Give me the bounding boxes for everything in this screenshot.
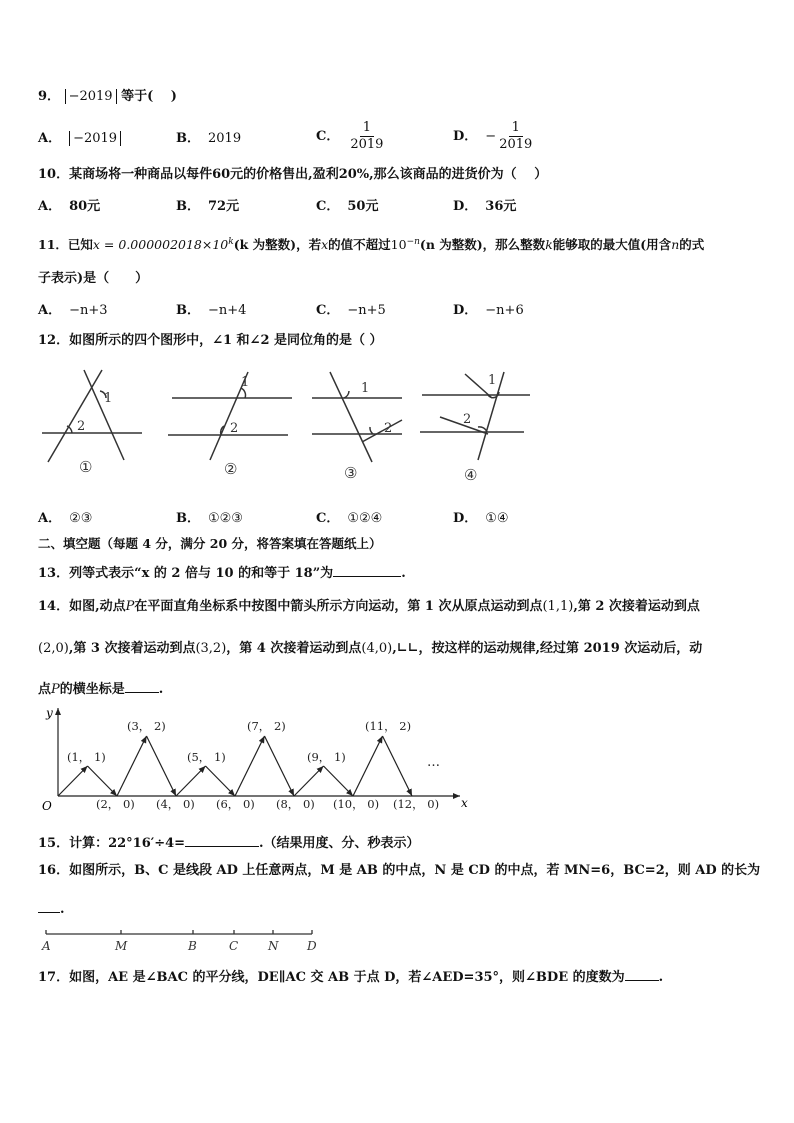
question-14-line2: (2,0),第 3 次接着运动到点(3,2)，第 4 次接着运动到点(4,0),∟∟，按这样的运动规律,经过第 2019 次运动后，动 — [38, 641, 703, 656]
q9-option-c: C． $\frac{1}{2019}$ — [316, 120, 386, 153]
y-axis-label: y — [46, 706, 53, 720]
fig1-angle1-label: 1 — [104, 391, 113, 406]
fig1-transversal-b — [84, 370, 124, 460]
question-11-line2: 子表示)是（ ） — [38, 271, 149, 286]
q10-option-c: C． 50元 — [316, 199, 379, 214]
point-m-label: M — [115, 939, 128, 953]
point-d-label: D — [307, 939, 317, 953]
answer-blank — [333, 562, 401, 577]
motion-arrow — [58, 766, 88, 796]
q9-option-a: A． −2019 — [38, 130, 121, 148]
figure-label-4: ④ — [464, 466, 478, 484]
question-9: 9． −2019 等于( ) — [38, 89, 177, 104]
coordinate-graph — [0, 700, 480, 818]
point-label: (5， 1) — [187, 750, 226, 764]
motion-arrow — [353, 736, 383, 796]
motion-arrow — [235, 736, 265, 796]
fig3-angle-arc — [344, 391, 349, 398]
section-heading: 二、填空题（每题 4 分，满分 20 分，将答案填在答题纸上） — [38, 536, 382, 551]
point-label: (10， 0) — [333, 797, 380, 811]
question-15: 15．计算：22°16′÷4= .（结果用度、分、秒表示） — [38, 832, 420, 853]
fraction: $\frac{1}{2019}$ — [499, 120, 533, 152]
origin-label: O — [42, 799, 52, 813]
question-14-line3: 点P的横坐标是 . — [38, 678, 163, 699]
point-label: (12， 0) — [393, 797, 440, 811]
motion-arrow — [265, 736, 295, 796]
angle-figures — [0, 360, 560, 490]
motion-arrow — [294, 766, 324, 796]
motion-arrow — [147, 736, 177, 796]
q11-option-c: C． −n+5 — [316, 303, 386, 318]
answer-blank — [38, 898, 60, 913]
q10-option-a: A． 80元 — [38, 199, 101, 214]
fig4-angle2-label: 2 — [463, 412, 472, 427]
point-n-label: N — [268, 939, 279, 953]
fig3-angle1-label: 1 — [361, 381, 370, 396]
fig1-angle2-label: 2 — [77, 419, 86, 434]
question-11: 11．已知$x = 0.000002018\times 10^k(k$ 为整数)，若x的值不超过$10^{-n}(n$ 为整数)，那么整数k能够取的最大值(用含n的式 — [38, 237, 705, 253]
fig3-angle2-label: 2 — [384, 421, 393, 436]
figure-label-2: ② — [224, 460, 238, 478]
q12-option-d: D． ①④ — [453, 511, 509, 526]
point-label: (1， 1) — [67, 750, 106, 764]
question-12: 12．如图所示的四个图形中，∠1 和∠2 是同位角的是（ ） — [38, 333, 383, 348]
point-label: (7， 2) — [247, 719, 286, 733]
x-axis-label: x — [461, 796, 468, 810]
question-16: 16．如图所示，B、C 是线段 AD 上任意两点，M 是 AB 的中点，N 是 CD 的中点，若 MN=6，BC=2，则 AD 的长为 — [38, 863, 761, 878]
q12-option-b: B． ①②③ — [176, 511, 243, 526]
figure-label-1: ① — [79, 458, 93, 476]
path-arrows — [58, 736, 412, 796]
fig3-angle-arc — [370, 427, 373, 434]
q9-option-d: D． − $\frac{1}{2019}$ — [453, 120, 535, 153]
q11-option-d: D． −n+6 — [453, 303, 524, 318]
q10-option-b: B． 72元 — [176, 199, 240, 214]
question-14: 14．如图,动点P在平面直角坐标系中按图中箭头所示方向运动，第 1 次从原点运动到点(1,1),第 2 次接着运动到点 — [38, 599, 700, 614]
point-label: (8， 0) — [276, 797, 315, 811]
point-b-label: B — [188, 939, 197, 953]
point-label: (4， 0) — [156, 797, 195, 811]
point-label: (6， 0) — [216, 797, 255, 811]
answer-blank — [125, 678, 159, 693]
fig3-line — [362, 420, 402, 442]
motion-arrow — [117, 736, 147, 796]
ellipsis: … — [427, 755, 440, 770]
answer-blank — [185, 832, 259, 847]
fig2-angle1-label: 1 — [241, 375, 250, 390]
motion-arrow — [383, 736, 413, 796]
fig1-transversal-a — [48, 370, 102, 462]
question-10: 10．某商场将一种商品以每件60元的价格售出,盈利20%,那么该商品的进货价为（ ） — [38, 167, 548, 182]
fig4-angle1-label: 1 — [488, 373, 497, 388]
question-16-line2: . — [38, 898, 65, 919]
question-17: 17．如图，AE 是∠BAC 的平分线，DE∥AC 交 AB 于点 D，若∠AED=35°，则∠BDE 的度数为 . — [38, 966, 663, 987]
figure-label-3: ③ — [344, 464, 358, 482]
segment-diagram — [0, 922, 340, 958]
abs-value: −2019 — [65, 89, 117, 104]
fig2-angle2-label: 2 — [230, 421, 239, 436]
q11-option-b: B． −n+4 — [176, 303, 247, 318]
q9-option-b: B． 2019 — [176, 131, 242, 146]
point-label: (9， 1) — [307, 750, 346, 764]
motion-arrow — [324, 766, 354, 796]
point-a-label: A — [42, 939, 51, 953]
answer-blank — [625, 966, 659, 981]
question-13: 13．列等式表示“x 的 2 倍与 10 的和等于 18”为 . — [38, 562, 406, 583]
point-label: (2， 0) — [96, 797, 135, 811]
q11-option-a: A． −n+3 — [38, 303, 108, 318]
q10-option-d: D． 36元 — [453, 199, 517, 214]
point-label: (3， 2) — [127, 719, 166, 733]
q12-option-a: A． ②③ — [38, 511, 93, 526]
motion-arrow — [88, 766, 118, 796]
point-label: (11， 2) — [365, 719, 412, 733]
point-c-label: C — [229, 939, 239, 953]
fraction: $\frac{1}{2019}$ — [350, 120, 384, 152]
motion-arrow — [206, 766, 236, 796]
q12-option-c: C． ①②④ — [316, 511, 383, 526]
motion-arrow — [176, 766, 206, 796]
